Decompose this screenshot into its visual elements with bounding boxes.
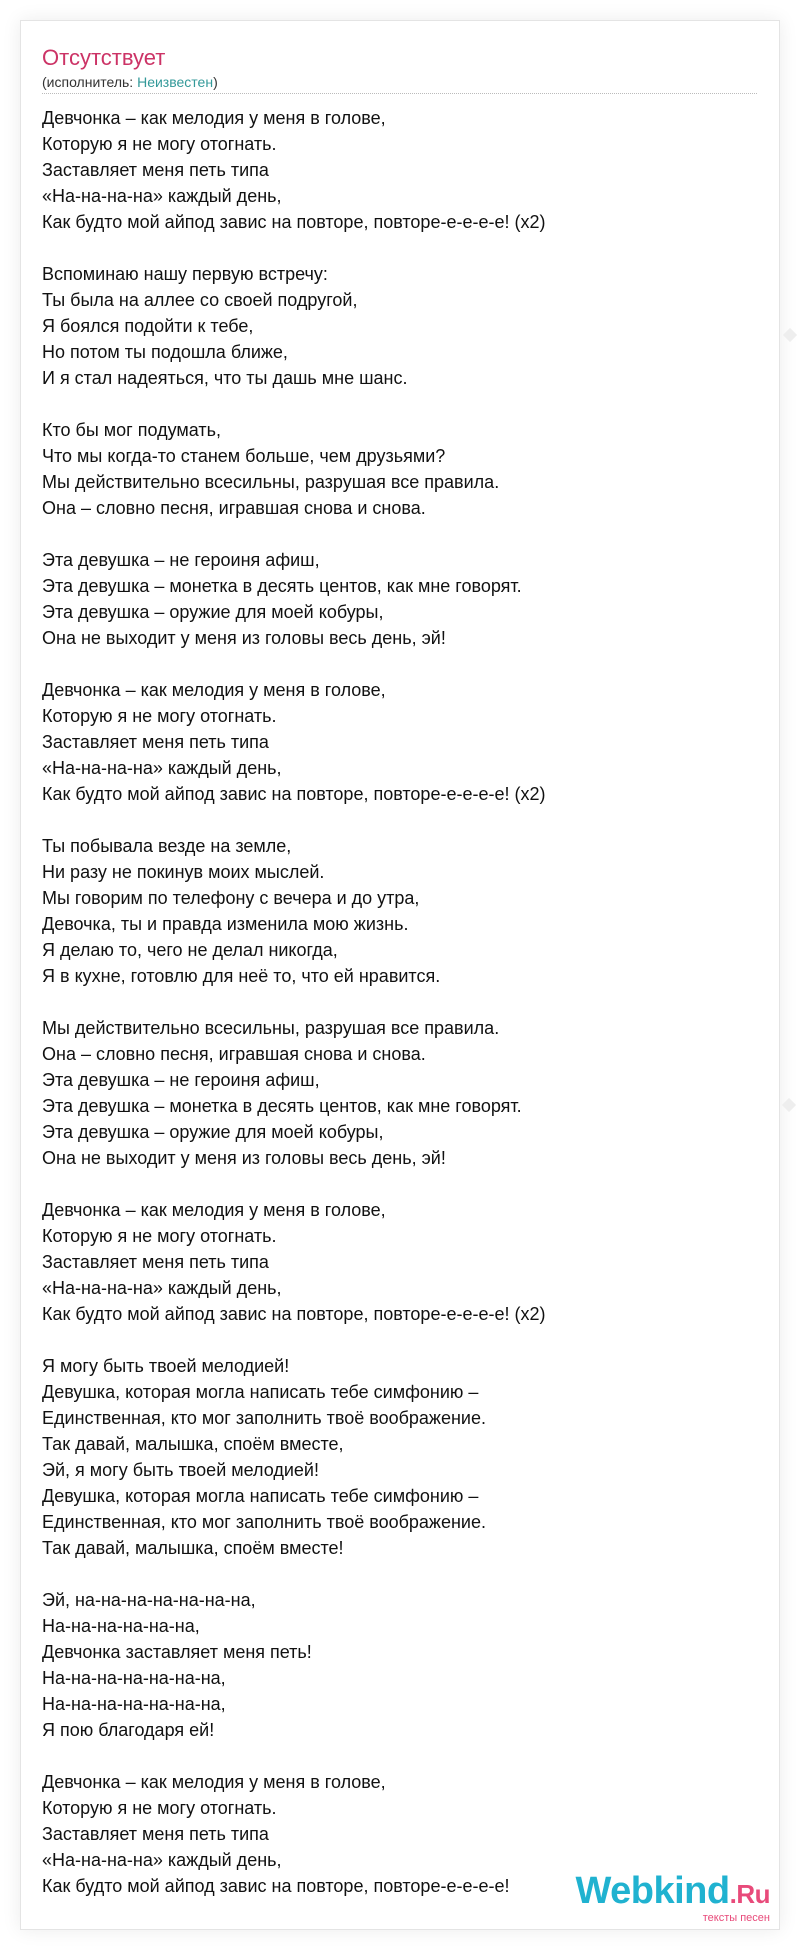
lyric-line: На-на-на-на-на-на, [42, 1616, 200, 1636]
lyric-line: Девушка, которая могла написать тебе симфонию – [42, 1382, 479, 1402]
lyric-line: На-на-на-на-на-на-на, [42, 1694, 226, 1714]
lyric-line: Она не выходит у меня из головы весь день, эй! [42, 1148, 446, 1168]
decorative-diamond [782, 1098, 796, 1112]
lyric-line: Я в кухне, готовлю для неё то, что ей нравится. [42, 966, 441, 986]
lyric-line: Эта девушка – монетка в десять центов, как мне говорят. [42, 576, 522, 596]
lyric-line: Мы действительно всесильны, разрушая все правила. [42, 472, 500, 492]
lyric-line: Мы говорим по телефону с вечера и до утра, [42, 888, 420, 908]
lyric-line: Эй, на-на-на-на-на-на-на, [42, 1590, 256, 1610]
lyric-line: Я могу быть твоей мелодией! [42, 1356, 290, 1376]
lyrics-stanza [42, 261, 762, 391]
lyric-line: Которую я не могу отогнать. [42, 706, 277, 726]
logo-name: Webkind [575, 1870, 730, 1912]
artist-line [42, 73, 218, 91]
lyric-line: Девчонка – как мелодия у меня в голове, [42, 1772, 386, 1792]
lyrics-stanza [42, 105, 762, 235]
lyrics-stanza [42, 833, 762, 989]
lyric-line: Что мы когда-то станем больше, чем друзьями? [42, 446, 446, 466]
lyric-line: Девчонка – как мелодия у меня в голове, [42, 108, 386, 128]
lyric-line: «На-на-на-на» каждый день, [42, 1278, 282, 1298]
lyric-line: Единственная, кто мог заполнить твоё воображение. [42, 1512, 486, 1532]
artist-prefix: (исполнитель: [42, 74, 138, 90]
lyric-line: И я стал надеяться, что ты дашь мне шанс. [42, 368, 408, 388]
lyric-line: Я боялся подойти к тебе, [42, 316, 254, 336]
lyric-line: Девчонка – как мелодия у меня в голове, [42, 680, 386, 700]
lyric-line: Девушка, которая могла написать тебе симфонию – [42, 1486, 479, 1506]
lyric-line: Которую я не могу отогнать. [42, 1798, 277, 1818]
lyric-line: Которую я не могу отогнать. [42, 1226, 277, 1246]
lyrics-stanza [42, 417, 762, 521]
lyric-line: Эта девушка – оружие для моей кобуры, [42, 602, 384, 622]
site-logo[interactable] [575, 1871, 770, 1924]
title-divider [42, 93, 757, 94]
lyric-line: Так давай, малышка, споём вместе! [42, 1538, 344, 1558]
lyric-line: «На-на-на-на» каждый день, [42, 1850, 282, 1870]
lyrics-stanza [42, 677, 762, 807]
lyric-line: Эта девушка – оружие для моей кобуры, [42, 1122, 384, 1142]
lyric-line: Заставляет меня петь типа [42, 1824, 269, 1844]
lyric-line: Ты была на аллее со своей подругой, [42, 290, 358, 310]
lyrics-stanza [42, 1015, 762, 1171]
lyric-line: Я делаю то, чего не делал никогда, [42, 940, 338, 960]
decorative-diamond [783, 328, 797, 342]
lyric-line: Я пою благодаря ей! [42, 1720, 215, 1740]
logo-wordmark [575, 1871, 770, 1914]
lyric-line: Девчонка – как мелодия у меня в голове, [42, 1200, 386, 1220]
lyric-line: Как будто мой айпод завис на повторе, повторе-е-е-е-е! [42, 1876, 510, 1896]
lyric-line: Заставляет меня петь типа [42, 732, 269, 752]
lyrics-stanza [42, 547, 762, 651]
lyrics-body [42, 105, 762, 1925]
lyric-line: Мы действительно всесильны, разрушая все правила. [42, 1018, 500, 1038]
lyric-line: Она – словно песня, игравшая снова и снова. [42, 498, 426, 518]
artist-suffix: ) [213, 74, 218, 90]
lyrics-stanza [42, 1587, 762, 1743]
lyrics-stanza [42, 1197, 762, 1327]
logo-tagline: тексты песен [702, 1912, 770, 1924]
lyric-line: Как будто мой айпод завис на повторе, повторе-е-е-е-е! (x2) [42, 212, 546, 232]
lyric-line: На-на-на-на-на-на-на, [42, 1668, 226, 1688]
lyrics-stanza [42, 1353, 762, 1561]
logo-tld: .Ru [729, 1879, 770, 1909]
song-title: Отсутствует [42, 45, 166, 70]
lyric-line: Как будто мой айпод завис на повторе, повторе-е-е-е-е! (x2) [42, 1304, 546, 1324]
lyric-line: Ни разу не покинув моих мыслей. [42, 862, 325, 882]
lyric-line: Девчонка заставляет меня петь! [42, 1642, 312, 1662]
lyric-line: Эта девушка – монетка в десять центов, как мне говорят. [42, 1096, 522, 1116]
lyric-line: Девочка, ты и правда изменила мою жизнь. [42, 914, 409, 934]
lyric-line: Которую я не могу отогнать. [42, 134, 277, 154]
lyric-line: «На-на-на-на» каждый день, [42, 758, 282, 778]
lyric-line: Заставляет меня петь типа [42, 1252, 269, 1272]
lyric-line: Вспоминаю нашу первую встречу: [42, 264, 328, 284]
lyric-line: Заставляет меня петь типа [42, 160, 269, 180]
lyric-line: Кто бы мог подумать, [42, 420, 222, 440]
lyric-line: Эта девушка – не героиня афиш, [42, 550, 320, 570]
lyric-line: Но потом ты подошла ближе, [42, 342, 288, 362]
lyric-line: Она не выходит у меня из головы весь день, эй! [42, 628, 446, 648]
artist-link[interactable]: Неизвестен [137, 74, 214, 90]
lyric-line: Она – словно песня, игравшая снова и снова. [42, 1044, 426, 1064]
lyric-line: Как будто мой айпод завис на повторе, повторе-е-е-е-е! (x2) [42, 784, 546, 804]
lyric-line: Эй, я могу быть твоей мелодией! [42, 1460, 319, 1480]
lyric-line: Эта девушка – не героиня афиш, [42, 1070, 320, 1090]
lyric-line: Ты побывала везде на земле, [42, 836, 292, 856]
lyric-line: «На-на-на-на» каждый день, [42, 186, 282, 206]
lyric-line: Так давай, малышка, споём вместе, [42, 1434, 344, 1454]
lyric-line: Единственная, кто мог заполнить твоё воображение. [42, 1408, 486, 1428]
